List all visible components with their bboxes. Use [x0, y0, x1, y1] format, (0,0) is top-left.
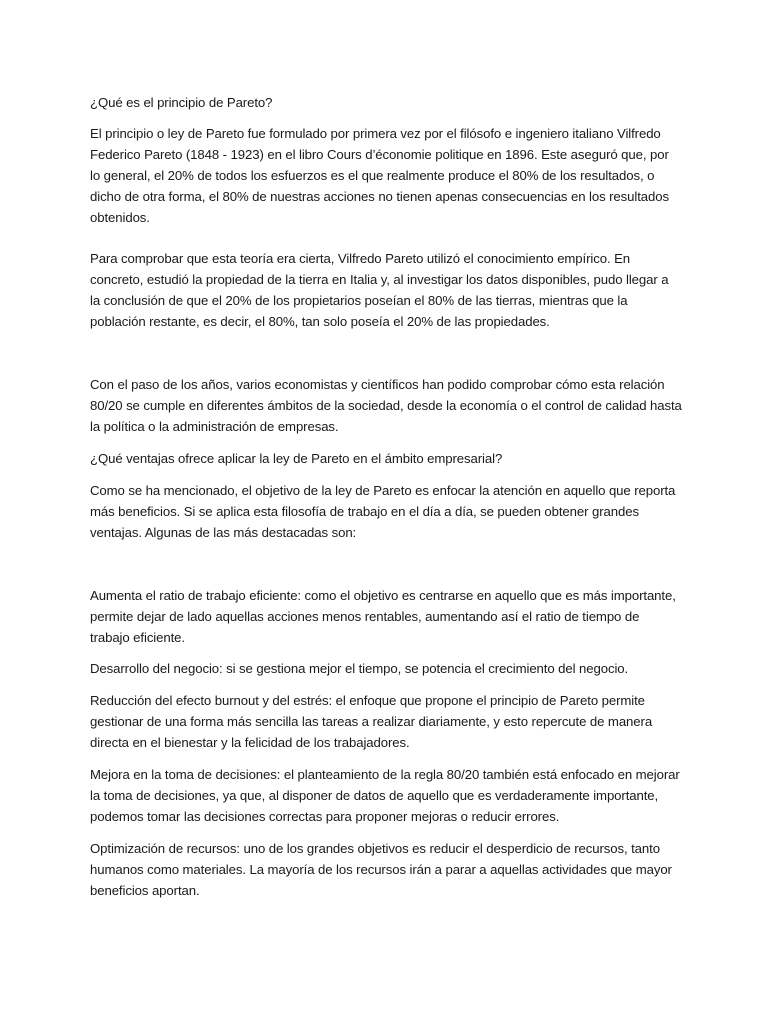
paragraph-decisions: Mejora en la toma de decisiones: el planteamiento de la regla 80/20 también está enfocado en mejorar la toma de decisiones, ya que, al disponer de datos de aquello que es verdaderamente importante, podemos tomar las decisiones correctas para proponer mejoras o reducir errores. [90, 767, 680, 824]
heading-advantages: ¿Qué ventajas ofrece aplicar la ley de Pareto en el ámbito empresarial? [90, 451, 503, 466]
paragraph-objective: Como se ha mencionado, el objetivo de la ley de Pareto es enfocar la atención en aquello que reporta más beneficios. Si se aplica esta filosofía de trabajo en el día a día, se pueden obtener grandes ventajas. Algunas de las más destacadas son: [90, 483, 676, 540]
paragraph-efficiency: Aumenta el ratio de trabajo eficiente: como el objetivo es centrarse en aquello que es más importante, permite dejar de lado aquellas acciones menos rentables, aumentando así el ratio de tiempo de trabajo eficiente. [90, 588, 676, 645]
paragraph-resources: Optimización de recursos: uno de los grandes objetivos es reducir el desperdicio de recursos, tanto humanos como materiales. La mayoría de los recursos irán a parar a aquellas actividades que mayor beneficios aportan. [90, 841, 672, 898]
heading-what-is-pareto: ¿Qué es el principio de Pareto? [90, 95, 273, 110]
paragraph-8020-fields: Con el paso de los años, varios economistas y científicos han podido comprobar cómo esta relación 80/20 se cumple en diferentes ámbitos de la sociedad, desde la economía o el control de calidad hasta la política o la administración de empresas. [90, 377, 682, 434]
paragraph-origin: El principio o ley de Pareto fue formulado por primera vez por el filósofo e ingeniero italiano Vilfredo Federico Pareto (1848 - 1923) en el libro Cours d’économie politique en 1896. Este aseguró que, por lo general, el 20% de todos los esfuerzos es el que realmente produce el 80% de los resultados, o dicho de otra forma, el 80% de nuestras acciones no tienen apenas consecuencias en los resultados obtenidos. [90, 126, 669, 225]
paragraph-empirical: Para comprobar que esta teoría era cierta, Vilfredo Pareto utilizó el conocimiento empírico. En concreto, estudió la propiedad de la tierra en Italia y, al investigar los datos disponibles, pudo llegar a la conclusión de que el 20% de los propietarios poseían el 80% de las tierras, mientras que la población restante, es decir, el 80%, tan solo poseía el 20% de las propiedades. [90, 251, 669, 329]
paragraph-burnout: Reducción del efecto burnout y del estrés: el enfoque que propone el principio de Pareto permite gestionar de una forma más sencilla las tareas a realizar diariamente, y esto repercute de manera directa en el bienestar y la felicidad de los trabajadores. [90, 693, 653, 750]
paragraph-business-growth: Desarrollo del negocio: si se gestiona mejor el tiempo, se potencia el crecimiento del negocio. [90, 661, 629, 676]
